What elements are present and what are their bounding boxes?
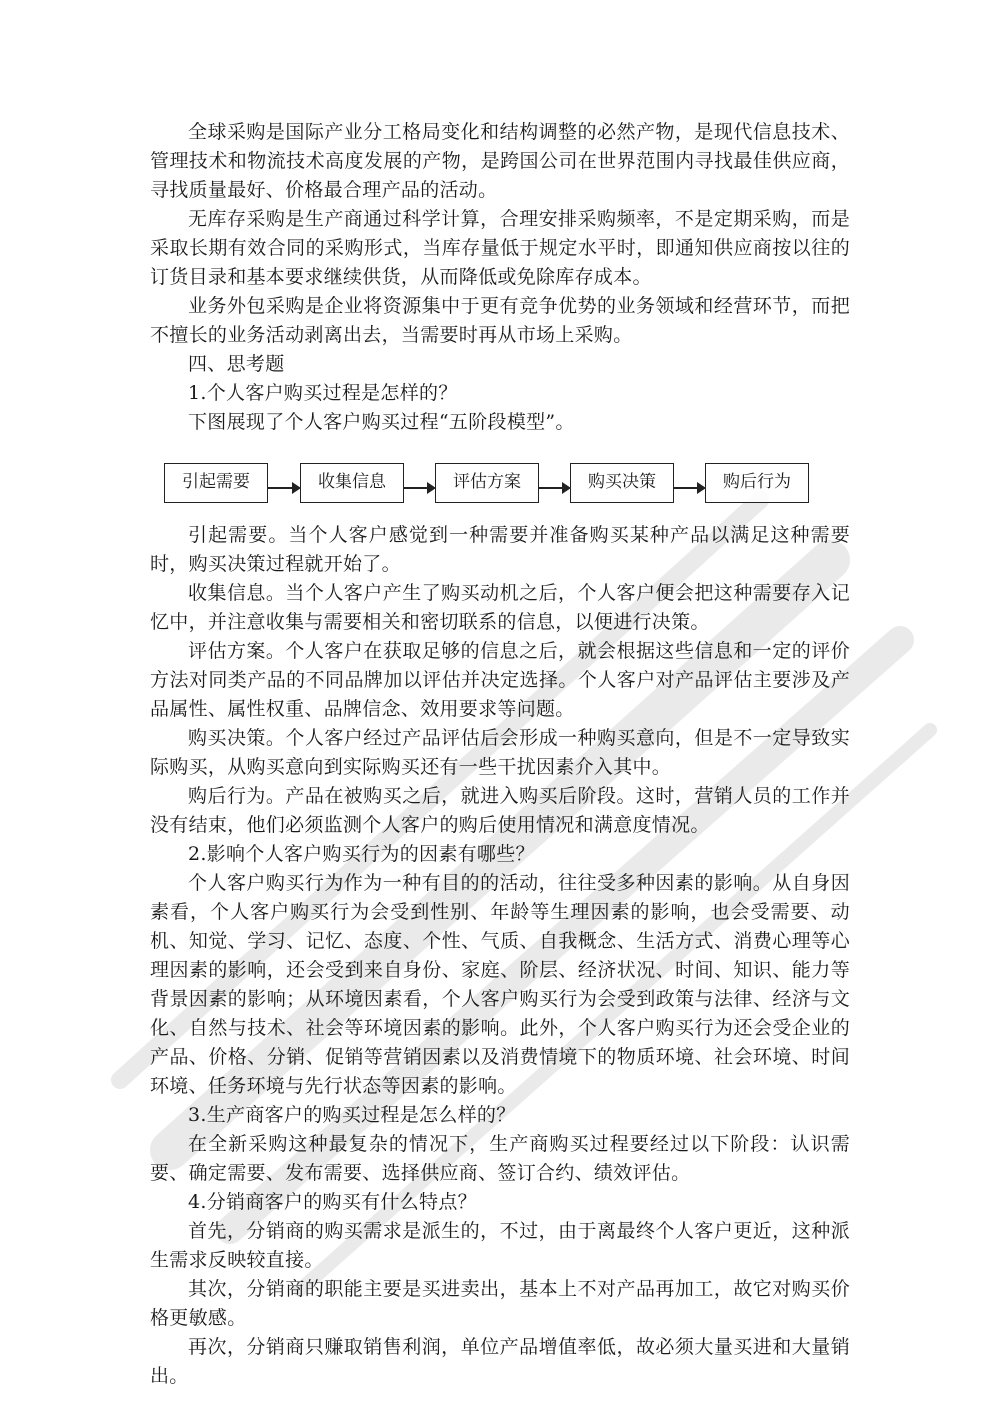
paragraph-zero-inventory: 无库存采购是生产商通过科学计算，合理安排采购频率，不是定期采购，而是采取长期有效合同的采购形式，当库存量低于规定水平时，即通知供应商按以往的订货目录和基本要求继续供货，从而降低或免除库存成本。 — [150, 208, 850, 288]
paragraph-producer-process: 在全新采购这种最复杂的情况下，生产商购买过程要经过以下阶段：认识需要、确定需要、发布需要、选择供应商、签订合约、绩效评估。 — [150, 1133, 850, 1184]
question-3: 3.生产商客户的购买过程是怎么样的？ — [188, 1104, 516, 1126]
paragraph-post-purchase: 购后行为。产品在被购买之后，就进入购买后阶段。这时，营销人员的工作并没有结束，他们必须监测个人客户的购后使用情况和满意度情况。 — [150, 785, 850, 836]
section-heading-questions: 四、思考题 — [188, 353, 285, 375]
diagram-intro: 下图展现了个人客户购买过程“五阶段模型”。 — [188, 411, 575, 433]
five-stage-flow-diagram — [150, 451, 850, 515]
flow-step-arouse-need: 引起需要 — [164, 463, 268, 503]
flow-step-post-purchase: 购后行为 — [705, 463, 809, 503]
question-4: 4.分销商客户的购买有什么特点？ — [188, 1191, 477, 1213]
paragraph-outsourcing: 业务外包采购是企业将资源集中于更有竞争优势的业务领域和经营环节，而把不擅长的业务活动剥离出去，当需要时再从市场上采购。 — [150, 295, 850, 346]
paragraph-purchase-decision: 购买决策。个人客户经过产品评估后会形成一种购买意向，但是不一定导致实际购买，从购买意向到实际购买还有一些干扰因素介入其中。 — [150, 727, 850, 778]
paragraph-influencing-factors: 个人客户购买行为作为一种有目的的活动，往往受多种因素的影响。从自身因素看，个人客户购买行为会受到性别、年龄等生理因素的影响，也会受需要、动机、知觉、学习、记忆、态度、个性、气质、自我概念、生活方式、消费心理等心理因素的影响，还会受到来自身份、家庭、阶层、经济状况、时间、知识、能力等背景因素的影响；从环境因素看，个人客户购买行为会受到政策与法律、经济与文化、自然与技术、社会等环境因素的影响。此外，个人客户购买行为还会受企业的产品、价格、分销、促销等营销因素以及消费情境下的物质环境、社会环境、时间环境、任务环境与先行状态等因素的影响。 — [150, 872, 850, 1097]
paragraph-evaluate: 评估方案。个人客户在获取足够的信息之后，就会根据这些信息和一定的评价方法对同类产品的不同品牌加以评估并决定选择。个人客户对产品评估主要涉及产品属性、属性权重、品牌信念、效用要求等问题。 — [150, 640, 850, 720]
flow-step-evaluate: 评估方案 — [435, 463, 539, 503]
document-body — [150, 118, 850, 1391]
paragraph-collect-info: 收集信息。当个人客户产生了购买动机之后，个人客户便会把这种需要存入记忆中，并注意收集与需要相关和密切联系的信息，以便进行决策。 — [150, 582, 850, 633]
paragraph-distributor-second: 其次，分销商的职能主要是买进卖出，基本上不对产品再加工，故它对购买价格更敏感。 — [150, 1278, 850, 1329]
flow-step-purchase-decision: 购买决策 — [570, 463, 674, 503]
flow-step-collect-info: 收集信息 — [300, 463, 404, 503]
paragraph-arouse-need: 引起需要。当个人客户感觉到一种需要并准备购买某种产品以满足这种需要时，购买决策过程就开始了。 — [150, 524, 850, 575]
flow-arrow — [404, 487, 434, 489]
paragraph-distributor-first: 首先，分销商的购买需求是派生的，不过，由于离最终个人客户更近，这种派生需求反映较直接。 — [150, 1220, 850, 1271]
flow-arrow — [268, 487, 299, 489]
question-1: 1.个人客户购买过程是怎样的？ — [188, 382, 458, 404]
flow-arrow — [539, 487, 569, 489]
paragraph-global-procurement: 全球采购是国际产业分工格局变化和结构调整的必然产物，是现代信息技术、管理技术和物流技术高度发展的产物，是跨国公司在世界范围内寻找最佳供应商，寻找质量最好、价格最合理产品的活动。 — [150, 121, 850, 201]
question-2: 2.影响个人客户购买行为的因素有哪些？ — [188, 843, 535, 865]
paragraph-distributor-third: 再次，分销商只赚取销售利润，单位产品增值率低，故必须大量买进和大量销出。 — [150, 1336, 850, 1387]
flow-arrow — [674, 487, 704, 489]
